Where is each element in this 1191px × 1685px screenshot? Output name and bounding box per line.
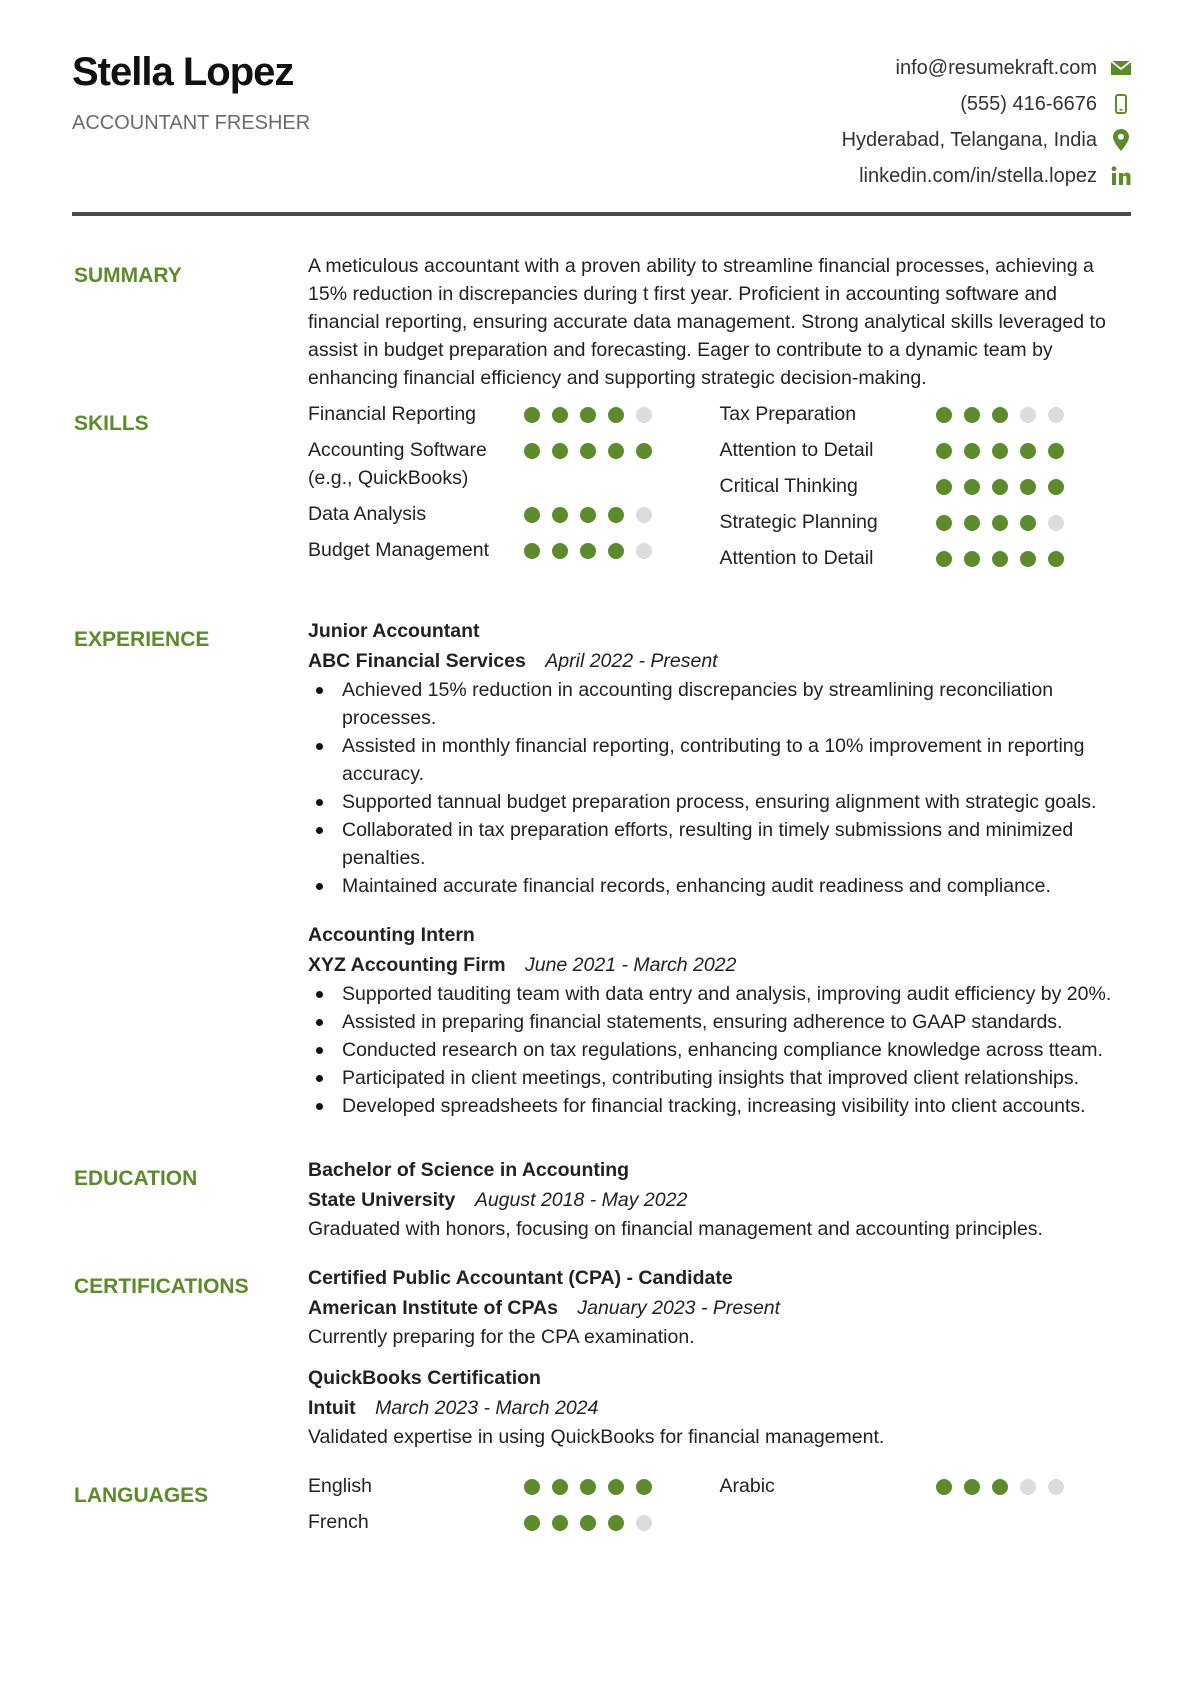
rating-dot [580, 443, 596, 459]
skills-column-left [308, 400, 720, 580]
skills-heading: SKILLS [74, 412, 149, 435]
contact-linkedin[interactable] [842, 158, 1131, 194]
rating-dot [580, 407, 596, 423]
rating-dot [992, 515, 1008, 531]
skill-row [720, 472, 1132, 500]
skill-row [720, 400, 1132, 428]
rating-dot [992, 443, 1008, 459]
skill-row [720, 544, 1132, 572]
rating-dot [608, 543, 624, 559]
rating-dot [1020, 443, 1036, 459]
certifications-heading: CERTIFICATIONS [74, 1275, 249, 1298]
skill-rating [936, 472, 1076, 495]
job-bullet: Supported tauditing team with data entry and analysis, improving audit efficiency by 20%. [342, 980, 1131, 1008]
degree-title: Bachelor of Science in Accounting [308, 1159, 630, 1181]
rating-dot [636, 407, 652, 423]
contact-location [842, 122, 1131, 158]
rating-dot [552, 1479, 568, 1495]
job-bullet: Maintained accurate financial records, enhancing audit readiness and compliance. [342, 872, 1131, 900]
language-name: English [308, 1475, 372, 1497]
skill-rating [936, 400, 1076, 423]
summary-text: A meticulous accountant with a proven ability to streamline financial processes, achieving a 15% reduction in discrepancies during t first year. Proficient in accounting software and financial reporting, ensuring accurate data management. Strong analytical skills leveraged to assist in budget preparation and forecasting. Eager to contribute to a dynamic team by enhancing financial efficiency and supporting strategic decision-making. [308, 255, 1106, 389]
rating-dot [1020, 1479, 1036, 1495]
contact-location-text: Hyderabad, Telangana, India [841, 128, 1097, 151]
job-entry [308, 920, 1131, 1120]
certification-title: QuickBooks Certification [308, 1367, 541, 1389]
rating-dot [1048, 443, 1064, 459]
skills-column-right [720, 400, 1132, 580]
skill-rating [936, 436, 1076, 459]
rating-dot [552, 407, 568, 423]
skill-name: Budget Management [308, 539, 490, 561]
certification-dates: March 2023 - March 2024 [375, 1397, 599, 1419]
certification-description: Currently preparing for the CPA examination. [308, 1326, 695, 1348]
job-bullet: Conducted research on tax regulations, enhancing compliance knowledge across tteam. [342, 1036, 1131, 1064]
job-bullet: Collaborated in tax preparation efforts, resulting in timely submissions and minimized penalties. [342, 816, 1131, 872]
skill-name: Attention to Detail [719, 547, 874, 569]
job-bullet: Developed spreadsheets for financial tracking, increasing visibility into client accounts. [342, 1092, 1131, 1120]
job-title: Accounting Intern [308, 924, 475, 946]
education-description: Graduated with honors, focusing on financial management and accounting principles. [308, 1218, 1043, 1240]
certification-entry [308, 1363, 1131, 1451]
job-company: XYZ Accounting Firm [308, 954, 506, 976]
skill-row [308, 436, 720, 492]
rating-dot [964, 407, 980, 423]
rating-dot [992, 479, 1008, 495]
rating-dot [608, 1515, 624, 1531]
phone-icon [1111, 93, 1131, 115]
language-rating [524, 1472, 664, 1495]
rating-dot [992, 407, 1008, 423]
contact-phone-text: (555) 416-6676 [960, 92, 1097, 115]
rating-dot [1020, 551, 1036, 567]
rating-dot [552, 543, 568, 559]
contact-list [842, 50, 1131, 194]
rating-dot [936, 551, 952, 567]
languages-column-left [308, 1472, 720, 1544]
certification-description: Validated expertise in using QuickBooks for financial management. [308, 1426, 885, 1448]
job-title: Junior Accountant [308, 620, 480, 642]
job-bullet: Achieved 15% reduction in accounting discrepancies by streamlining reconciliation processes. [342, 676, 1131, 732]
rating-dot [964, 515, 980, 531]
rating-dot [580, 1479, 596, 1495]
education-heading: EDUCATION [74, 1167, 198, 1190]
language-rating [936, 1472, 1076, 1495]
linkedin-icon [1111, 165, 1131, 187]
rating-dot [524, 1479, 540, 1495]
skill-row [720, 508, 1132, 536]
contact-phone[interactable] [842, 86, 1131, 122]
certification-dates: January 2023 - Present [577, 1297, 781, 1319]
rating-dot [552, 443, 568, 459]
rating-dot [936, 515, 952, 531]
rating-dot [936, 443, 952, 459]
rating-dot [580, 507, 596, 523]
rating-dot [608, 407, 624, 423]
skill-rating [936, 544, 1076, 567]
certification-title: Certified Public Accountant (CPA) - Candidate [308, 1267, 733, 1289]
rating-dot [1020, 515, 1036, 531]
rating-dot [636, 1479, 652, 1495]
rating-dot [936, 479, 952, 495]
rating-dot [636, 443, 652, 459]
skill-rating [524, 500, 664, 523]
rating-dot [580, 1515, 596, 1531]
contact-email[interactable] [842, 50, 1131, 86]
rating-dot [1048, 1479, 1064, 1495]
rating-dot [580, 543, 596, 559]
language-row [308, 1472, 720, 1500]
rating-dot [964, 443, 980, 459]
skill-name: Tax Preparation [719, 403, 857, 425]
skill-row [308, 536, 720, 564]
certification-issuer: Intuit [308, 1397, 356, 1419]
languages-heading: LANGUAGES [74, 1484, 209, 1507]
rating-dot [524, 443, 540, 459]
language-row [720, 1472, 1132, 1500]
rating-dot [936, 407, 952, 423]
candidate-name: Stella Lopez [72, 50, 294, 94]
summary-heading: SUMMARY [74, 264, 182, 287]
rating-dot [552, 507, 568, 523]
skill-name: Accounting Software (e.g., QuickBooks) [308, 439, 487, 489]
rating-dot [636, 507, 652, 523]
job-company: ABC Financial Services [308, 650, 526, 672]
rating-dot [1020, 407, 1036, 423]
job-dates: June 2021 - March 2022 [524, 954, 737, 976]
skill-row [308, 500, 720, 528]
skill-row [720, 436, 1132, 464]
certification-entry [308, 1263, 1131, 1351]
contact-email-text: info@resumekraft.com [895, 56, 1097, 79]
rating-dot [1048, 551, 1064, 567]
skill-name: Data Analysis [308, 503, 427, 525]
job-bullets [308, 676, 1131, 900]
contact-linkedin-text: linkedin.com/in/stella.lopez [859, 164, 1097, 187]
skill-rating [524, 400, 664, 423]
rating-dot [936, 1479, 952, 1495]
rating-dot [992, 1479, 1008, 1495]
skill-rating [524, 536, 664, 559]
rating-dot [608, 443, 624, 459]
rating-dot [1048, 479, 1064, 495]
skill-name: Strategic Planning [719, 511, 878, 533]
school-name: State University [308, 1189, 456, 1211]
skill-name: Critical Thinking [719, 475, 858, 497]
rating-dot [964, 479, 980, 495]
language-name: French [308, 1511, 369, 1533]
rating-dot [964, 551, 980, 567]
job-bullet: Participated in client meetings, contributing insights that improved client relationships. [342, 1064, 1131, 1092]
rating-dot [992, 551, 1008, 567]
resume-header [72, 40, 1131, 216]
job-entry [308, 616, 1131, 900]
skill-rating [936, 508, 1076, 531]
rating-dot [608, 507, 624, 523]
language-name: Arabic [719, 1475, 775, 1497]
job-bullet: Assisted in monthly financial reporting, contributing to a 10% improvement in reporting accuracy. [342, 732, 1131, 788]
rating-dot [636, 1515, 652, 1531]
job-bullet: Supported tannual budget preparation process, ensuring alignment with strategic goals. [342, 788, 1131, 816]
rating-dot [636, 543, 652, 559]
rating-dot [1048, 407, 1064, 423]
rating-dot [524, 543, 540, 559]
language-rating [524, 1508, 664, 1531]
skill-row [308, 400, 720, 428]
rating-dot [524, 507, 540, 523]
email-icon [1111, 57, 1131, 79]
language-row [308, 1508, 720, 1536]
skill-rating [524, 436, 664, 459]
skill-name: Financial Reporting [308, 403, 477, 425]
rating-dot [524, 1515, 540, 1531]
languages-column-right [720, 1472, 1132, 1544]
rating-dot [964, 1479, 980, 1495]
experience-heading: EXPERIENCE [74, 628, 210, 651]
rating-dot [1020, 479, 1036, 495]
rating-dot [524, 407, 540, 423]
skill-name: Attention to Detail [719, 439, 874, 461]
rating-dot [552, 1515, 568, 1531]
job-bullet: Assisted in preparing financial statements, ensuring adherence to GAAP standards. [342, 1008, 1131, 1036]
job-bullets [308, 980, 1131, 1120]
location-pin-icon [1111, 129, 1131, 151]
certification-issuer: American Institute of CPAs [308, 1297, 558, 1319]
education-dates: August 2018 - May 2022 [474, 1189, 688, 1211]
rating-dot [1048, 515, 1064, 531]
candidate-role: ACCOUNTANT FRESHER [72, 112, 311, 134]
job-dates: April 2022 - Present [545, 650, 718, 672]
rating-dot [608, 1479, 624, 1495]
